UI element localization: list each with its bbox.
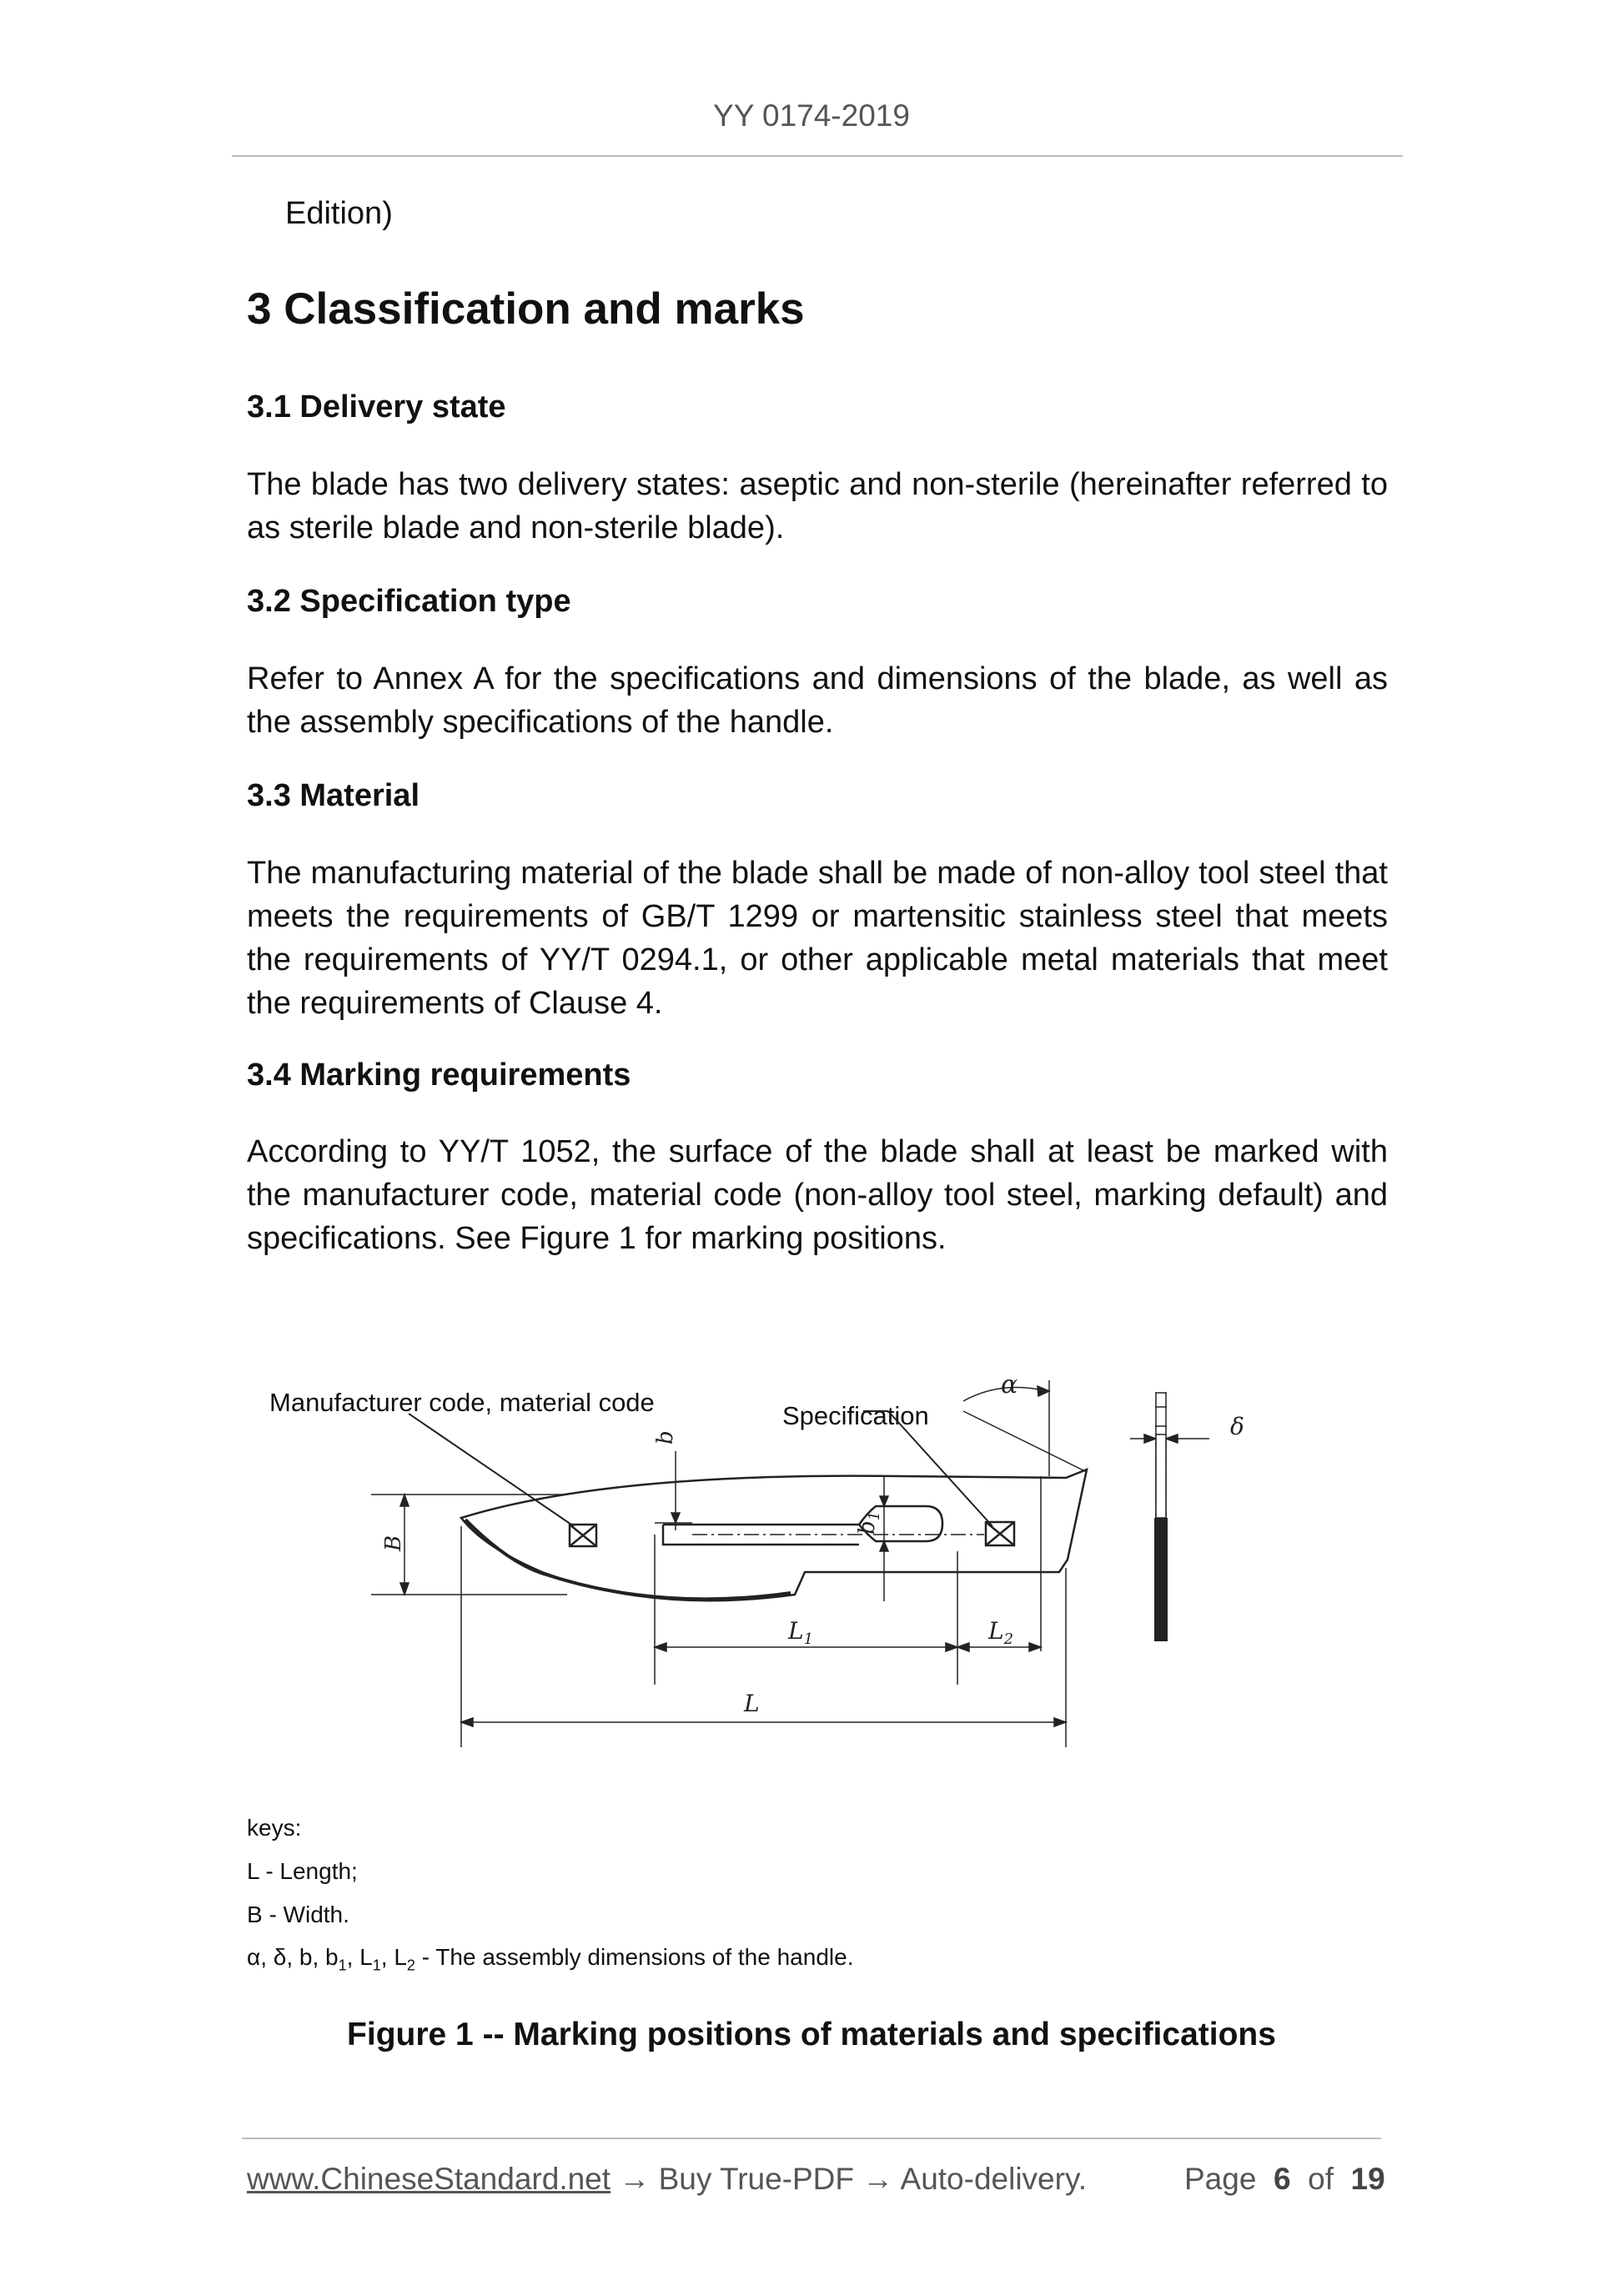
document-code-header: YY 0174-2019: [713, 98, 910, 133]
footer-website-link[interactable]: www.ChineseStandard.net: [247, 2162, 611, 2196]
blade-cutting-edge: [465, 1520, 791, 1599]
callout-specification: Specification: [782, 1401, 929, 1430]
callout-manufacturer-code: Manufacturer code, material code: [269, 1388, 655, 1417]
key-assembly-dimensions: α, δ, b, $b_1$, $L_1$, $L_2$ - The assembly dimensions of the handle.: [247, 1944, 854, 1974]
current-page: 6: [1273, 2162, 1291, 2196]
key-length: L - Length;: [247, 1858, 358, 1884]
header-divider: [232, 155, 1403, 157]
page-number: Page 6 of 19: [1184, 2162, 1385, 2196]
continuation-text: Edition): [285, 196, 393, 231]
symbol-b1: $b_1$: [855, 1510, 883, 1535]
symbol-L: L: [744, 1690, 760, 1717]
symbol-delta: δ: [1230, 1413, 1244, 1440]
footer-divider: [242, 2138, 1381, 2139]
symbol-L1: $L_1$: [788, 1617, 814, 1648]
symbol-b: b: [653, 1430, 678, 1444]
total-pages: 19: [1350, 2162, 1385, 2196]
paragraph-3-4: According to YY/T 1052, the surface of the blade shall at least be marked with the manufacturer code, material code (non-alloy tool steel, marking default) and specifications. See Figure 1 for marking positions.: [247, 1134, 1388, 1256]
subsection-heading-3-2: 3.2 Specification type: [247, 584, 571, 619]
footer-left: [247, 2162, 1087, 2197]
section-title: 3 Classification and marks: [247, 284, 805, 334]
footer-promo-text: → Buy True-PDF → Auto-delivery.: [611, 2162, 1087, 2196]
handle-slot: [663, 1506, 942, 1545]
paragraph-3-2: Refer to Annex A for the specifications and dimensions of the blade, as well as the assembly specifications of the handle.: [247, 661, 1388, 740]
paragraph-3-3: The manufacturing material of the blade shall be made of non-alloy tool steel that meets the requirements of GB/T 1299 or martensitic stainless steel that meets the requirements of YY/T 0294.1, or other applicable metal materials that meet the requirements of Clause 4.: [247, 856, 1388, 1021]
side-view-blade: [1154, 1518, 1168, 1641]
subsection-heading-3-1: 3.1 Delivery state: [247, 389, 506, 425]
subsection-heading-3-3: 3.3 Material: [247, 778, 420, 813]
paragraph-3-1: The blade has two delivery states: aseptic and non-sterile (hereinafter referred to as sterile blade and non-sterile blade).: [247, 467, 1388, 545]
symbol-alpha: α: [1001, 1370, 1018, 1399]
keys-title: keys:: [247, 1815, 302, 1841]
leader-specification: [888, 1411, 992, 1526]
symbol-L2: $L_2$: [988, 1617, 1014, 1648]
subsection-heading-3-4: 3.4 Marking requirements: [247, 1058, 631, 1093]
figure-caption: Figure 1 -- Marking positions of materials and specifications: [347, 2017, 1276, 2052]
blade-marking-diagram: [334, 1351, 1301, 1768]
key-width: B - Width.: [247, 1902, 349, 1927]
symbol-B: B: [381, 1535, 406, 1551]
